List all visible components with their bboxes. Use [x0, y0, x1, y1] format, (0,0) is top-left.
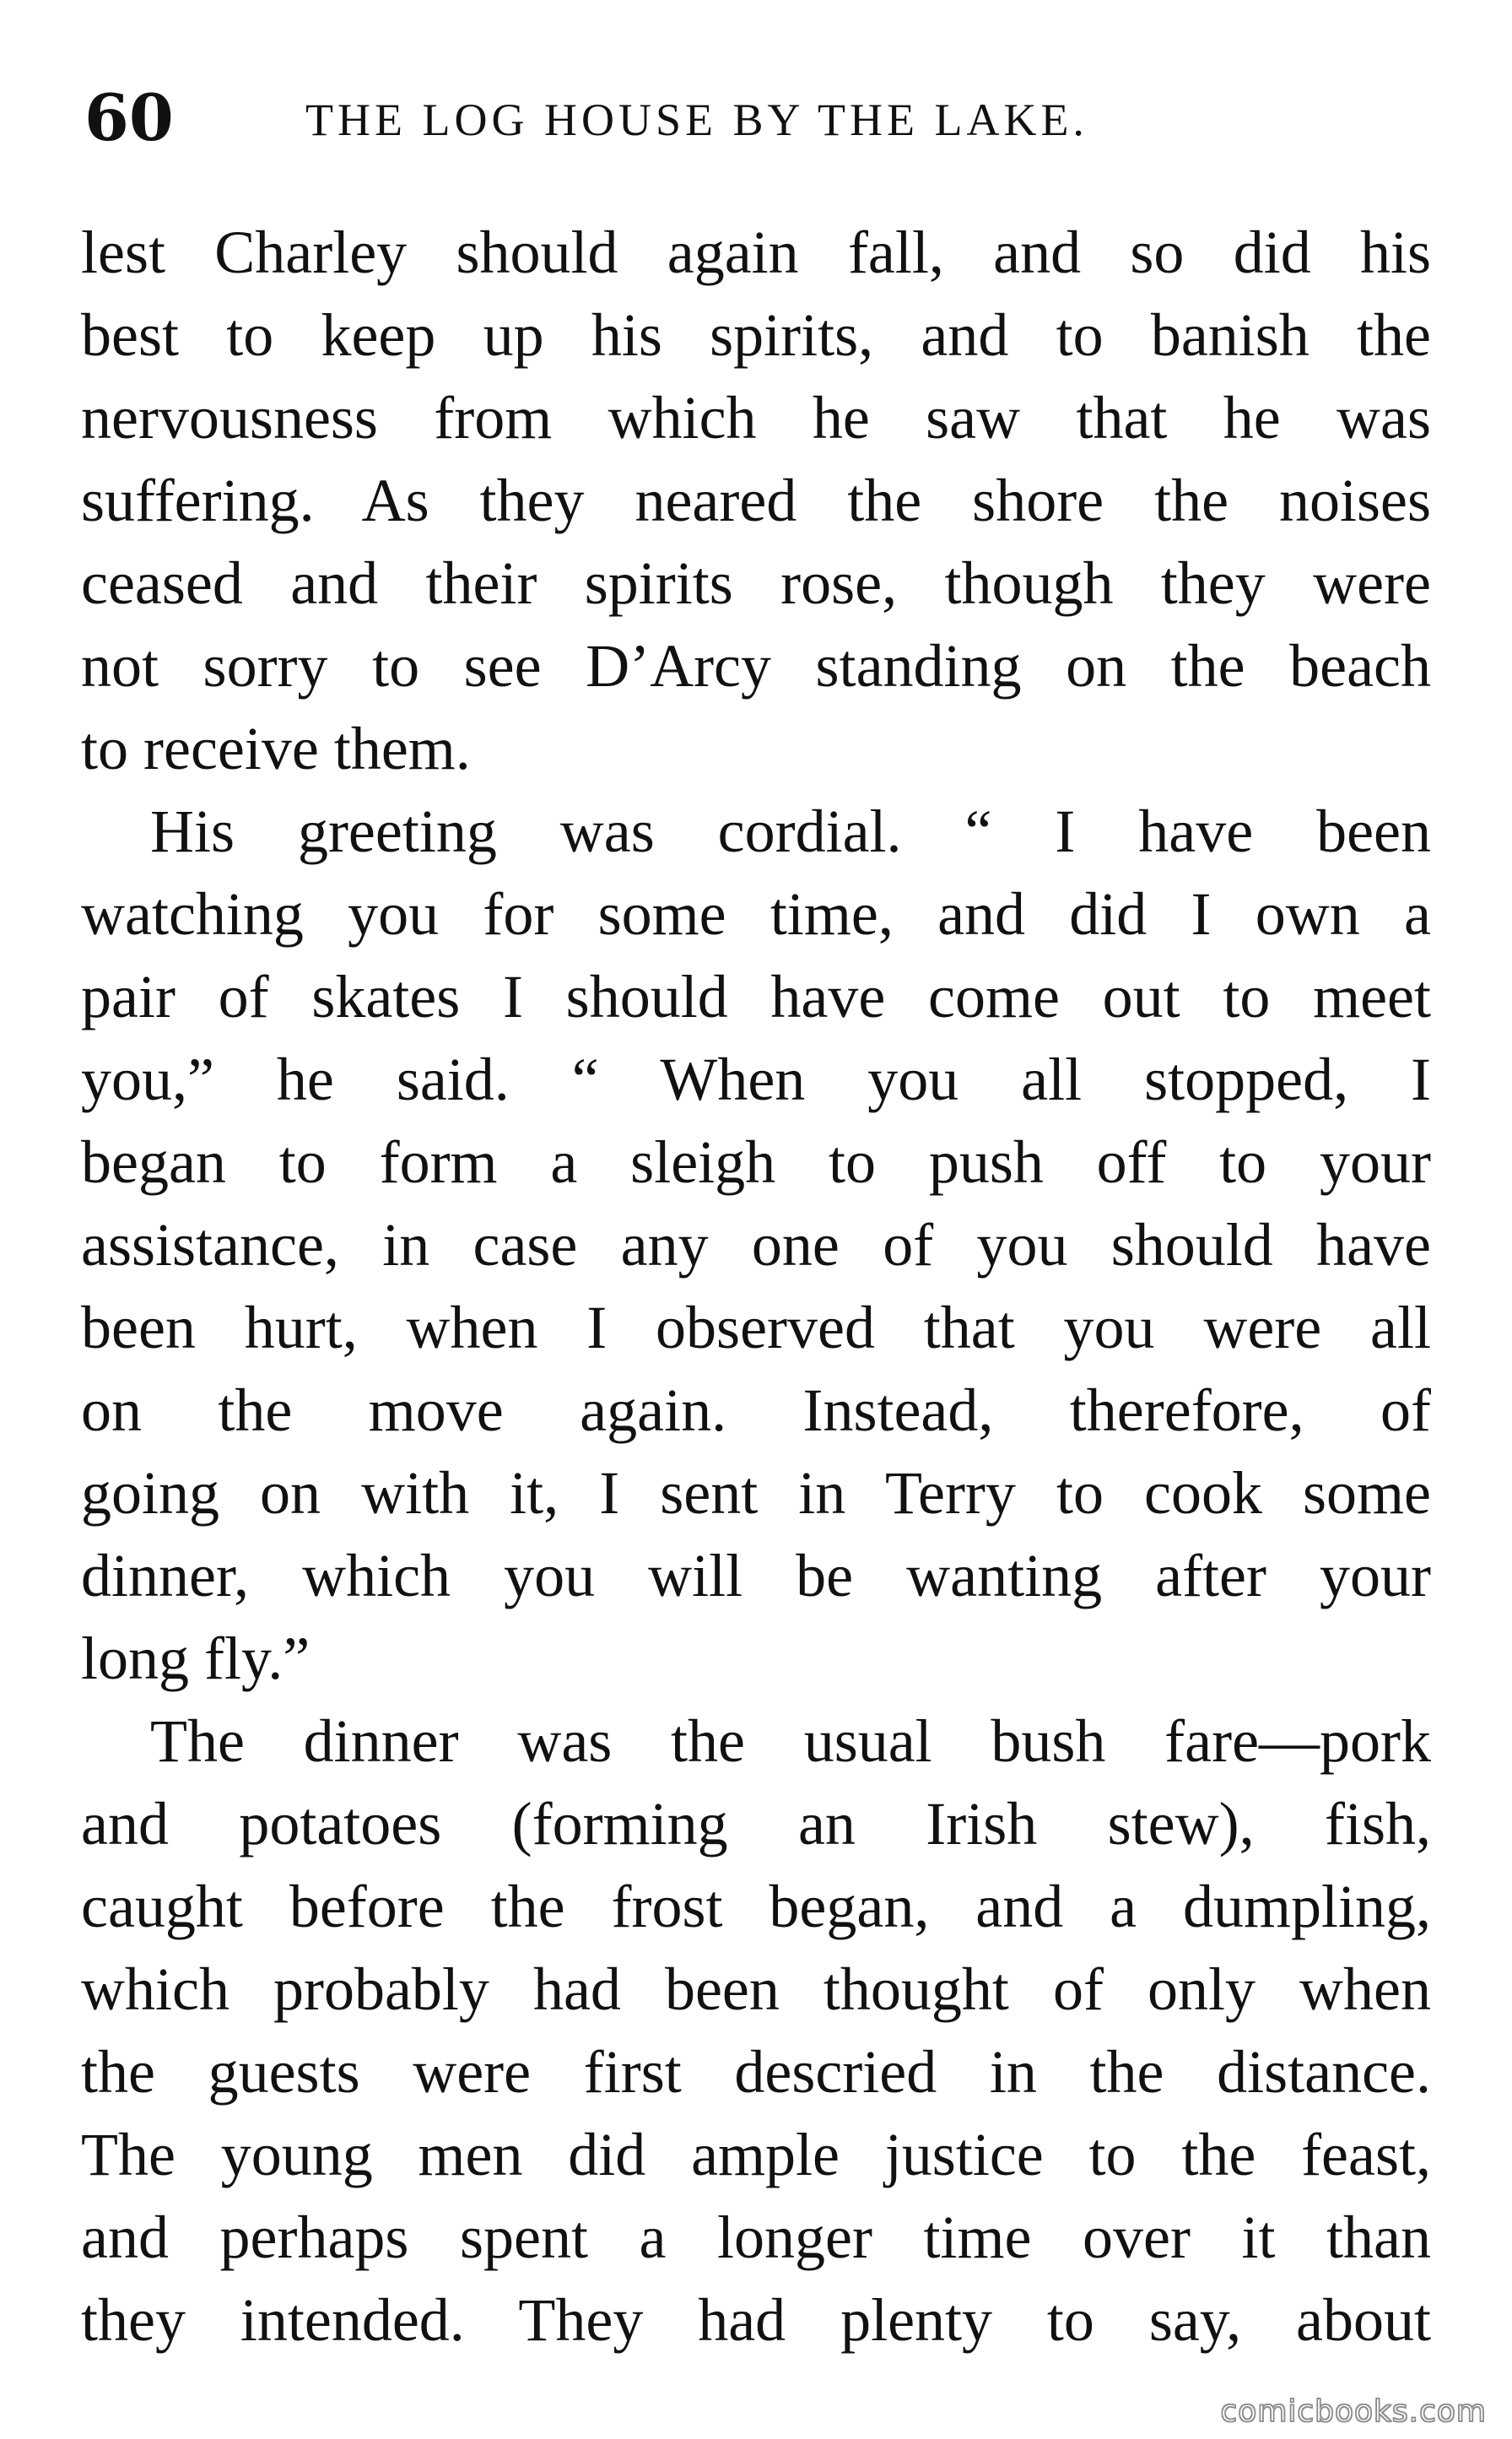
text-line: His greeting was cordial. “ I have been [150, 798, 1431, 865]
paragraph-2 [81, 790, 1431, 1700]
paragraph-3 [81, 1700, 1431, 2361]
text-line: and perhaps spent a longer time over it than [81, 2204, 1431, 2271]
text-line: caught before the frost began, and a dumpling, [81, 1873, 1431, 1940]
text-line: to receive them. [81, 715, 471, 782]
text-line: not sorry to see D’Arcy standing on the beach [81, 632, 1431, 700]
text-line: which probably had been thought of only when [81, 1955, 1431, 2023]
text-line: they intended. They had plenty to say, about [81, 2286, 1431, 2354]
text-line: been hurt, when I observed that you were all [81, 1294, 1431, 1361]
text-line: The dinner was the usual bush fare—pork [150, 1707, 1431, 1775]
text-line: and potatoes (forming an Irish stew), fish, [81, 1790, 1431, 1858]
paragraph-1 [81, 211, 1431, 790]
body-text [81, 211, 1431, 2361]
text-line: began to form a sleigh to push off to your [81, 1128, 1431, 1196]
text-line: assistance, in case any one of you should have [81, 1211, 1431, 1279]
page-header [84, 80, 1434, 156]
text-line: lest Charley should again fall, and so did his [81, 219, 1431, 286]
text-line: pair of skates I should have come out to meet [81, 963, 1431, 1030]
text-line: on the move again. Instead, therefore, of [81, 1376, 1431, 1444]
text-line: nervousness from which he saw that he was [81, 384, 1431, 452]
text-line: The young men did ample justice to the feast, [81, 2121, 1431, 2188]
text-line: the guests were first descried in the distance. [81, 2038, 1431, 2106]
text-line: you,” he said. “ When you all stopped, I [81, 1046, 1431, 1113]
text-line: ceased and their spirits rose, though they were [81, 549, 1431, 617]
text-line: dinner, which you will be wanting after your [81, 1542, 1431, 1609]
running-title: THE LOG HOUSE BY THE LAKE. [305, 95, 1088, 145]
text-line: going on with it, I sent in Terry to cook some [81, 1459, 1431, 1527]
text-line: suffering. As they neared the shore the noises [81, 467, 1431, 534]
page-number: 60 [84, 80, 174, 155]
watermark-logo: comicbooks.com [1220, 2394, 1487, 2429]
text-line: best to keep up his spirits, and to banish the [81, 301, 1431, 369]
text-line: long fly.” [81, 1625, 310, 1692]
text-line: watching you for some time, and did I own a [81, 880, 1431, 948]
